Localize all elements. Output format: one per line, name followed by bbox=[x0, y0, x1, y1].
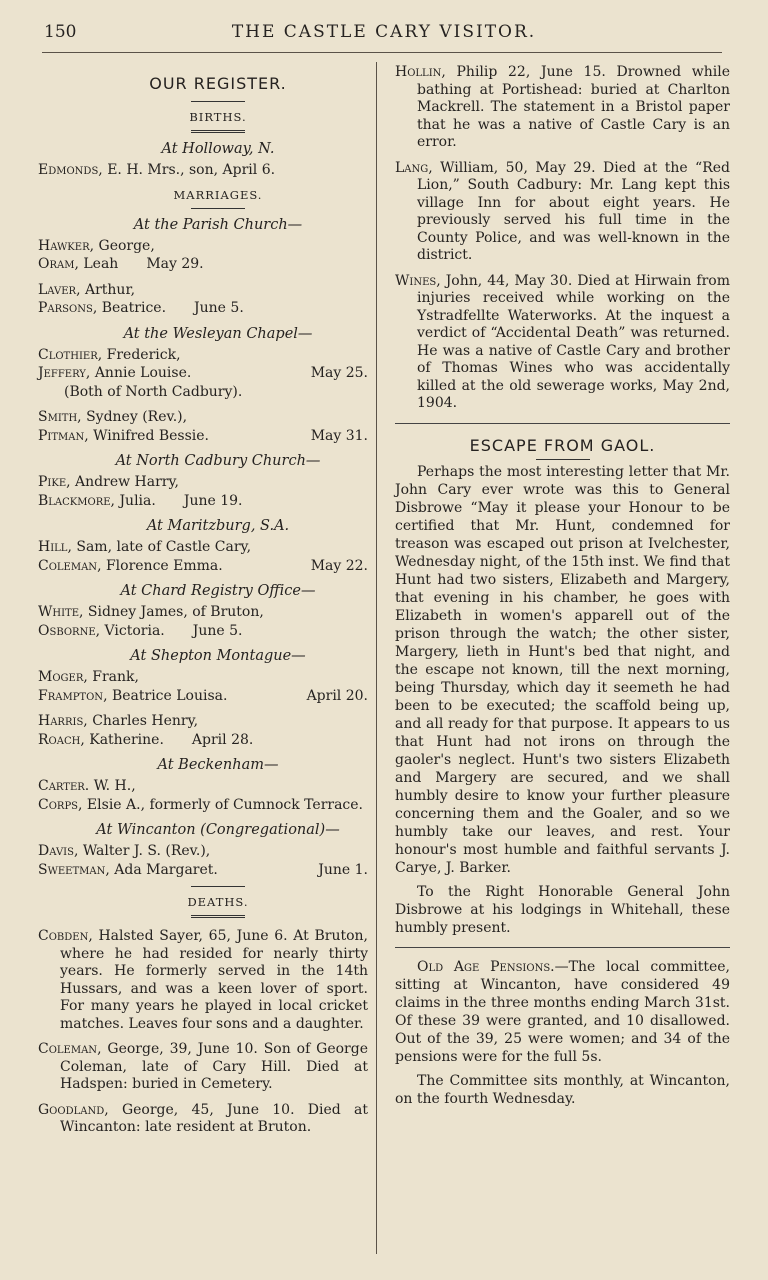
rule bbox=[191, 101, 245, 102]
surname: Hawker bbox=[38, 237, 90, 254]
section-rule bbox=[395, 947, 730, 948]
marriage-entry bbox=[38, 538, 368, 575]
place-heading: At Beckenham— bbox=[157, 757, 279, 773]
entry-date: April 20. bbox=[306, 687, 368, 704]
pensions-paragraph bbox=[395, 958, 730, 1066]
surname: White bbox=[38, 604, 80, 620]
place-heading: At Wincanton (Congregational)— bbox=[96, 822, 340, 838]
column-divider bbox=[376, 62, 377, 1254]
entry-text: , William, 50, May 29. Died at the “Red Lion,” South Cadbury: Mr. Lang kept this village Inn for about eight years. He previously served his full time in the County Police, and was well-known in the district. bbox=[417, 159, 730, 263]
surname: Cobden bbox=[38, 928, 89, 944]
surname: Smith bbox=[38, 409, 78, 425]
surname: Frampton bbox=[38, 687, 104, 704]
publication-title: THE CASTLE CARY VISITOR. bbox=[231, 22, 537, 42]
surname: Roach bbox=[38, 731, 81, 748]
entry-date: May 22. bbox=[310, 557, 368, 574]
left-column bbox=[38, 64, 368, 1145]
death-entry bbox=[395, 273, 730, 413]
entry-text: , George, 39, June 10. Son of George Coleman, late of Cary Hill. Died at Hadspen: buried in Cemetery. bbox=[60, 1041, 368, 1092]
entry-date: June 1. bbox=[318, 861, 368, 878]
entry-text: , Sidney James, of Bruton, bbox=[79, 604, 264, 620]
marriage-entry bbox=[38, 346, 368, 402]
rule bbox=[536, 459, 590, 460]
entry-text: , Julia. bbox=[110, 492, 156, 509]
entry-text: . W. H., bbox=[84, 778, 136, 794]
surname: Edmonds bbox=[38, 162, 99, 178]
entry-date: May 29. bbox=[146, 256, 204, 272]
section-rule bbox=[395, 423, 730, 424]
marriage-entry bbox=[38, 473, 368, 510]
surname: Moger bbox=[38, 669, 84, 685]
marriage-entry bbox=[38, 408, 368, 445]
marriage-entry bbox=[38, 281, 368, 318]
surname: Pike bbox=[38, 474, 67, 490]
surname: Corps bbox=[38, 796, 79, 813]
page-header bbox=[0, 18, 768, 48]
pensions-note: The Committee sits monthly, at Wincanton, on the fourth Wednesday. bbox=[395, 1072, 730, 1107]
entry-text: , Philip 22, June 15. Drowned while bathing at Portishead: buried at Charlton Mackrell. The statement in a Bristol paper that he was a native of Castle Cary is an error. bbox=[417, 64, 730, 150]
place-heading: At Maritzburg, S.A. bbox=[146, 518, 290, 534]
surname: Hollin bbox=[395, 64, 442, 80]
death-entry bbox=[38, 1102, 368, 1137]
entry-date: May 25. bbox=[310, 365, 368, 381]
marriage-entry bbox=[38, 712, 368, 749]
surname: Harris bbox=[38, 713, 84, 729]
entry-text: , George, 45, June 10. Died at Wincanton: late resident at Bruton. bbox=[60, 1101, 368, 1135]
rule bbox=[191, 130, 245, 133]
entry-text: , Frank, bbox=[83, 669, 139, 685]
entry-text: , Sam, late of Castle Cary, bbox=[67, 539, 252, 555]
death-entry bbox=[38, 928, 368, 1033]
entry-text: , Halsted Sayer, 65, June 6. At Bruton, where he had resided for nearly thirty years. He formerly served in the 14th Hussars, and was a keen lover of sport. For many years he played in local cricket matches. Leaves four sons and a daughter. bbox=[60, 928, 368, 1032]
entry-text: , Katherine. bbox=[80, 731, 164, 748]
marriage-entry bbox=[38, 237, 368, 274]
death-entry bbox=[395, 64, 730, 152]
rule bbox=[191, 208, 245, 209]
surname: Wines bbox=[395, 272, 437, 289]
surname: Blackmore bbox=[38, 492, 111, 509]
surname: Carter bbox=[38, 778, 85, 794]
entry-text: , Ada Margaret. bbox=[105, 861, 218, 878]
death-entry bbox=[38, 1041, 368, 1094]
escape-body: Perhaps the most interesting letter that Mr. John Cary ever wrote was this to General Disbrowe “May it please your Honour to be certified that Mr. Hunt, condemned for treason was escaped out prison at Ivelchester, Wednesday night, of the 15th inst. We find that Hunt had two sisters, Elizabeth and Margery, that evening in his chamber, he goes with Elizabeth in women's apparell out of the prison through the watch; the other sister, Margery, lieth in Hunt's bed that night, and the escape not known, till the next morning, being Thursday, which day it seemeth he had been to be executed; the scaffold being up, and all ready for that purpose. It appears to us that Hunt had not irons on through the gaoler's neglect. Hunt's two sisters Elizabeth and Margery are secured, and we shall humbly desire to know your further pleasure concerning them and the Goaler, and so we humbly take our leaves, and rest. Your honour's most humble and faithful servants J. Carye, J. Barker. bbox=[395, 463, 730, 876]
entry-text: , Beatrice. bbox=[92, 300, 167, 316]
page-number: 150 bbox=[44, 22, 77, 42]
surname: Clothier bbox=[38, 346, 98, 363]
entry-date: April 28. bbox=[191, 731, 254, 748]
surname: Goodland bbox=[38, 1101, 105, 1118]
entry-text: , Charles Henry, bbox=[83, 713, 199, 729]
surname: Laver bbox=[38, 281, 77, 298]
place-heading: At North Cadbury Church— bbox=[115, 453, 321, 469]
surname: Jeffery bbox=[38, 365, 86, 381]
pensions-heading: Old Age Pensions. bbox=[417, 958, 555, 975]
rule bbox=[191, 886, 245, 887]
marriages-heading: MARRIAGES. bbox=[173, 187, 263, 202]
surname: Davis bbox=[38, 843, 74, 859]
entry-text: , Arthur, bbox=[76, 281, 136, 298]
surname: Pitman bbox=[38, 427, 85, 444]
birth-entry bbox=[38, 161, 368, 180]
entry-text: , John, 44, May 30. Died at Hirwain from injuries received while working on the Ystradfellte Waterworks. At the inquest a verdict of “Accidental Death” was returned. He was a native of Castle Cary and brother of Thomas Wines who was accidentally killed at the old sewerage works, May 2nd, 1904. bbox=[417, 272, 730, 411]
entry-text: , Frederick, bbox=[97, 346, 181, 363]
register-title: OUR REGISTER. bbox=[149, 74, 287, 93]
marriage-entry bbox=[38, 603, 368, 640]
marriage-entry bbox=[38, 842, 368, 879]
escape-address: To the Right Honorable General John Disbrowe at his lodgings in Whitehall, these humbly present. bbox=[395, 883, 730, 936]
entry-text: , Sydney (Rev.), bbox=[77, 409, 188, 425]
entry-text: , Elsie A., formerly of Cumnock Terrace. bbox=[78, 796, 364, 813]
surname: Hill bbox=[38, 539, 68, 555]
entry-date: June 5. bbox=[194, 300, 244, 316]
death-entry bbox=[395, 160, 730, 265]
place-heading: At Chard Registry Office— bbox=[120, 583, 316, 599]
marriage-entry bbox=[38, 777, 368, 814]
entry-text: , Annie Louise. bbox=[85, 365, 192, 381]
place-heading: At the Wesleyan Chapel— bbox=[123, 325, 313, 342]
entry-date: May 31. bbox=[310, 427, 368, 444]
entry-text: , E. H. Mrs., son, April 6. bbox=[98, 162, 276, 178]
entry-date: June 19. bbox=[183, 492, 243, 509]
deaths-heading: DEATHS. bbox=[187, 895, 249, 909]
entry-text: , Walter J. S. (Rev.), bbox=[73, 843, 211, 859]
surname: Sweetman bbox=[38, 861, 106, 878]
right-column bbox=[395, 64, 730, 1114]
rule bbox=[191, 915, 245, 918]
escape-title: ESCAPE FROM GAOL. bbox=[469, 435, 656, 455]
entry-text: , Victoria. bbox=[95, 622, 165, 639]
place-heading: At the Parish Church— bbox=[133, 216, 303, 233]
marriage-entry bbox=[38, 668, 368, 705]
place-heading: At Holloway, N. bbox=[161, 141, 275, 157]
entry-text: , Leah bbox=[74, 256, 119, 272]
entry-text: , George, bbox=[89, 237, 155, 254]
surname: Parsons bbox=[38, 300, 93, 316]
header-rule bbox=[42, 52, 722, 53]
entry-text: , Beatrice Louisa. bbox=[103, 687, 228, 704]
surname: Coleman bbox=[38, 557, 98, 574]
entry-note: (Both of North Cadbury). bbox=[64, 383, 243, 400]
surname: Osborne bbox=[38, 622, 96, 639]
place-heading: At Shepton Montague— bbox=[130, 648, 306, 664]
surname: Oram bbox=[38, 256, 75, 272]
entry-text: , Florence Emma. bbox=[97, 557, 223, 574]
entry-text: , Andrew Harry, bbox=[66, 474, 179, 490]
births-heading: BIRTHS. bbox=[189, 110, 247, 124]
pensions-text: —The local committee, sitting at Wincanton, have considered 49 claims in the three months ending March 31st. Of these 39 were granted, and 10 disallowed. Out of the 39, 25 were women; and 34 of the pensions were for the full 5s. bbox=[395, 958, 730, 1065]
surname: Coleman bbox=[38, 1041, 98, 1057]
entry-text: , Winifred Bessie. bbox=[84, 427, 210, 444]
surname: Lang bbox=[395, 159, 429, 176]
entry-date: June 5. bbox=[192, 622, 243, 639]
